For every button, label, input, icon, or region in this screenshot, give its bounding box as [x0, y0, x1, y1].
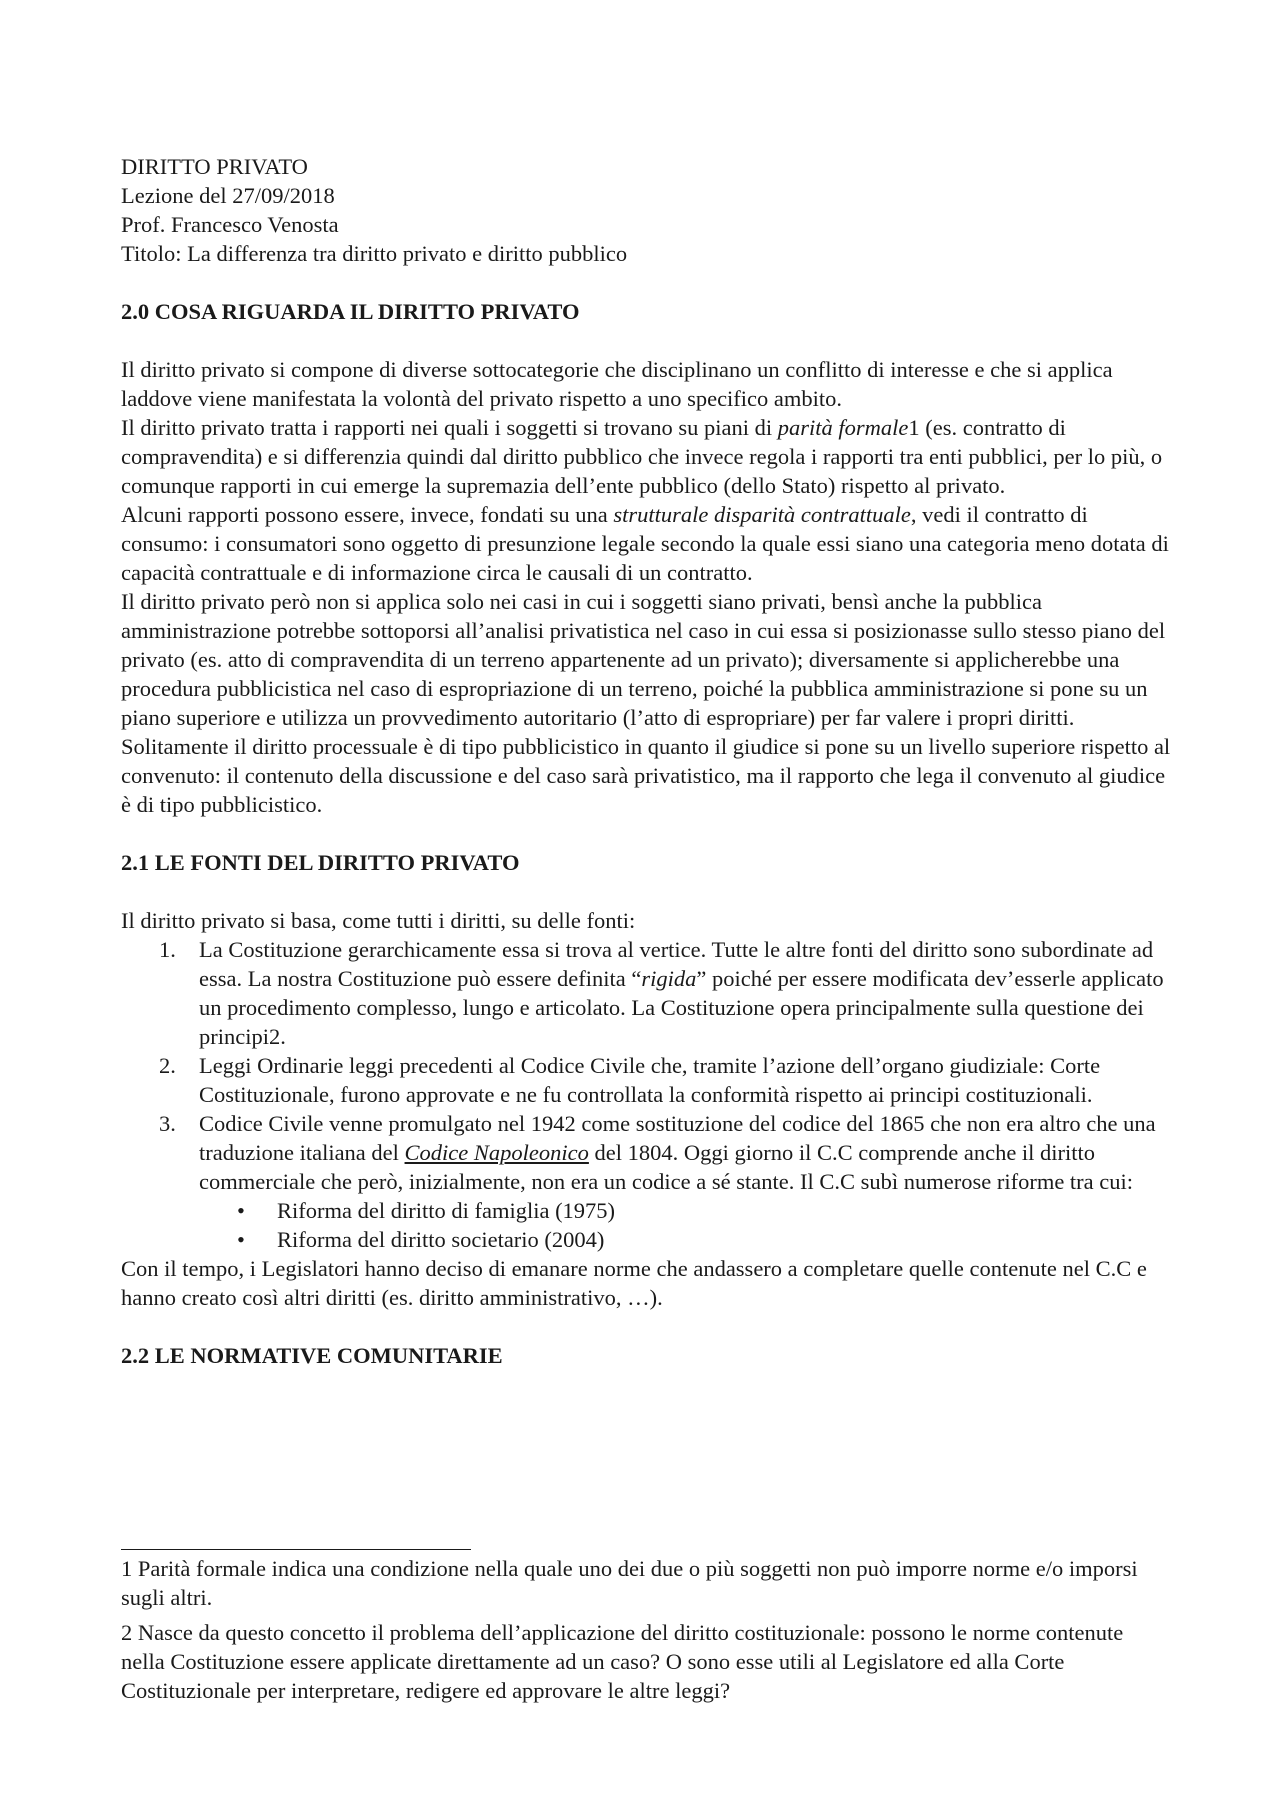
codice-napoleonico-link[interactable]: Codice Napoleonico: [404, 1140, 589, 1165]
list-item: 3. Codice Civile venne promulgato nel 1942 come sostituzione del codice del 1865 che non era altro che una traduzione italiana del Codice Napoleonico del 1804. Oggi giorno il C.C comprende anche il diritto commerciale che però, inizialmente, non era un codice a sé stante. Il C.C subì numerose riforme tra cui:: [159, 1111, 1156, 1194]
document-body: [121, 152, 1171, 1399]
document-header: [121, 152, 1171, 268]
lecture-title: Titolo: La differenza tra diritto privato e diritto pubblico: [121, 241, 628, 266]
footnotes: [121, 1549, 1171, 1711]
paragraph: Il diritto privato tratta i rapporti nei quali i soggetti si trovano su piani di parità formale1 (es. contratto di compravendita) e si differenzia quindi dal diritto pubblico che invece regola i rapporti tra enti pubblici, per lo più, o comunque rapporti in cui emerge la supremazia dell’ente pubblico (dello Stato) rispetto al privato.: [121, 415, 1163, 498]
paragraph: Il diritto privato si compone di diverse sottocategorie che disciplinano un conflitto di interesse e che si applica laddove viene manifestata la volontà del privato rispetto a uno specifico ambito.: [121, 357, 1113, 411]
section-heading-2-2: 2.2 LE NORMATIVE COMUNITARIE: [121, 1343, 503, 1368]
list-number: 3.: [159, 1111, 176, 1136]
section-heading-2-0: 2.0 COSA RIGUARDA IL DIRITTO PRIVATO: [121, 299, 580, 324]
section-heading-2-1: 2.1 LE FONTI DEL DIRITTO PRIVATO: [121, 850, 520, 875]
bullet-icon: •: [237, 1227, 245, 1252]
footnote-2: 2 Nasce da questo concetto il problema dell’applicazione del diritto costituzionale: possono le norme contenute nella Costituzione essere applicate direttamente ad un caso? O sono esse utili al Legislatore ed alla Corte Costituzionale per interpretare, redigere ed approvare le altre leggi?: [121, 1620, 1124, 1703]
lecture-date: Lezione del 27/09/2018: [121, 183, 335, 208]
paragraph: Con il tempo, i Legislatori hanno deciso di emanare norme che andassero a completare quelle contenute nel C.C e hanno creato così altri diritti (es. diritto amministrativo, …).: [121, 1256, 1147, 1310]
list-number: 1.: [159, 937, 176, 962]
professor-name: Prof. Francesco Venosta: [121, 212, 339, 237]
sources-list: [121, 935, 1171, 1196]
emphasis-rigida: rigida: [641, 966, 697, 991]
list-number: 2.: [159, 1053, 176, 1078]
footnote-divider: [121, 1549, 471, 1550]
paragraph: Solitamente il diritto processuale è di tipo pubblicistico in quanto il giudice si pone su un livello superiore rispetto al convenuto: il contenuto della discussione e del caso sarà privatistico, ma il rapporto che lega il convenuto al giudice è di tipo pubblicistico.: [121, 734, 1171, 817]
list-item: • Riforma del diritto di famiglia (1975): [237, 1198, 616, 1223]
paragraph: Alcuni rapporti possono essere, invece, fondati su una strutturale disparità contrattuale, vedi il contratto di consumo: i consumatori sono oggetto di presunzione legale secondo la quale essi siano una categoria meno dotata di capacità contrattuale e di informazione circa le causali di un contratto.: [121, 502, 1169, 585]
list-item: 1. La Costituzione gerarchicamente essa si trova al vertice. Tutte le altre fonti del diritto sono subordinate ad essa. La nostra Costituzione può essere definita “rigida” poiché per essere modificata dev’esserle applicato un procedimento complesso, lungo e articolato. La Costituzione opera principalmente sulla questione dei principi2.: [159, 937, 1164, 1049]
list-item: • Riforma del diritto societario (2004): [237, 1227, 605, 1252]
paragraph: Il diritto privato però non si applica solo nei casi in cui i soggetti siano privati, bensì anche la pubblica amministrazione potrebbe sottoporsi all’analisi privatistica nel caso in cui essa si posizionasse sullo stesso piano del privato (es. atto di compravendita di un terreno appartenente ad un privato); diversamente si applicherebbe una procedura pubblicistica nel caso di espropriazione di un terreno, poiché la pubblica amministrazione si pone su un piano superiore e utilizza un provvedimento autoritario (l’atto di espropriare) per far valere i propri diritti.: [121, 589, 1166, 730]
sources-intro: Il diritto privato si basa, come tutti i diritti, su delle fonti:: [121, 908, 636, 933]
reforms-list: [121, 1196, 1171, 1254]
list-item: 2. Leggi Ordinarie leggi precedenti al Codice Civile che, tramite l’azione dell’organo giudiziale: Corte Costituzionale, furono approvate e ne fu controllata la conformità rispetto ai principi costituzionali.: [159, 1053, 1101, 1107]
footnote-1: 1 Parità formale indica una condizione nella quale uno dei due o più soggetti non può imporre norme e/o imporsi sugli altri.: [121, 1556, 1138, 1610]
emphasis-disparita: strutturale disparità contrattuale: [613, 502, 911, 527]
emphasis-parita-formale: parità formale: [777, 415, 909, 440]
bullet-icon: •: [237, 1198, 245, 1223]
course-title: DIRITTO PRIVATO: [121, 154, 308, 179]
